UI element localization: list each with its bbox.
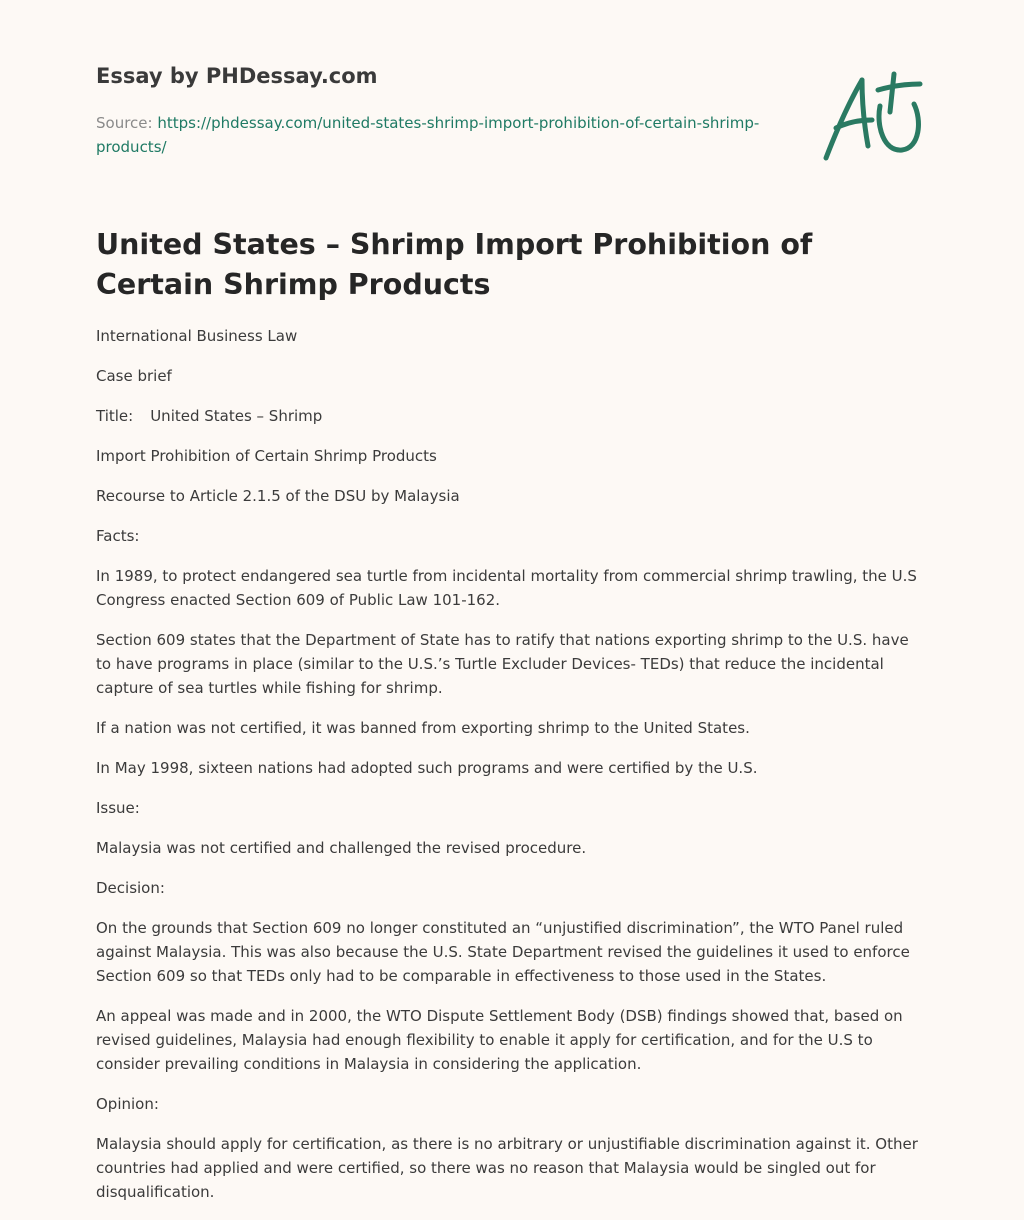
source-link[interactable]: https://phdessay.com/united-states-shrimp-import-prohibition-of-certain-shrimp-products/	[96, 114, 760, 156]
title-label: Title:	[96, 407, 134, 425]
paragraph-issue-1: Malaysia was not certified and challenged the revised procedure.	[96, 839, 587, 857]
paragraph-facts-2: Section 609 states that the Department of State has to ratify that nations exporting shrimp to the U.S. have to have programs in place (similar to the U.S.’s Turtle Excluder Devices- TEDs) that reduce the incidental capture of sea turtles while fishing for shrimp.	[96, 631, 909, 697]
paragraph-title-cont: Import Prohibition of Certain Shrimp Products	[96, 447, 437, 465]
source-line	[96, 111, 786, 159]
issue-heading: Issue:	[96, 799, 140, 817]
page-header	[96, 0, 926, 190]
paragraph-recourse: Recourse to Article 2.1.5 of the DSU by Malaysia	[96, 487, 460, 505]
title-value: United States – Shrimp	[150, 407, 323, 425]
essay-body	[96, 324, 924, 1220]
paragraph-title	[96, 404, 924, 428]
opinion-heading: Opinion:	[96, 1095, 159, 1113]
paragraph-facts-3: If a nation was not certified, it was banned from exporting shrimp to the United States.	[96, 719, 750, 737]
source-label: Source:	[96, 114, 158, 132]
paragraph-type: Case brief	[96, 367, 172, 385]
a-plus-logo-icon	[822, 68, 926, 164]
paragraph-facts-4: In May 1998, sixteen nations had adopted such programs and were certified by the U.S.	[96, 759, 758, 777]
paragraph-subject: International Business Law	[96, 327, 298, 345]
site-title: Essay by PHDessay.com	[96, 64, 378, 88]
essay-page	[96, 0, 926, 1201]
paragraph-decision-2: An appeal was made and in 2000, the WTO Dispute Settlement Body (DSB) findings showed that, based on revised guidelines, Malaysia had enough flexibility to enable it apply for certification, and for the U.S to consider prevailing conditions in Malaysia in considering the application.	[96, 1007, 903, 1073]
essay-title: United States – Shrimp Import Prohibition of Certain Shrimp Products	[96, 228, 813, 301]
decision-heading: Decision:	[96, 879, 165, 897]
paragraph-opinion-1: Malaysia should apply for certification, as there is no arbitrary or unjustifiable discrimination against it. Other countries had applied and were certified, so there was no reason that Malaysia would be singled out for disqualification.	[96, 1135, 918, 1201]
facts-heading: Facts:	[96, 527, 140, 545]
paragraph-facts-1: In 1989, to protect endangered sea turtle from incidental mortality from commercial shrimp trawling, the U.S Congress enacted Section 609 of Public Law 101-162.	[96, 567, 917, 609]
paragraph-decision-1: On the grounds that Section 609 no longer constituted an “unjustified discrimination”, the WTO Panel ruled against Malaysia. This was also because the U.S. State Department revised the guidelines it used to enforce Section 609 so that TEDs only had to be comparable in effectiveness to those used in the States.	[96, 919, 910, 985]
